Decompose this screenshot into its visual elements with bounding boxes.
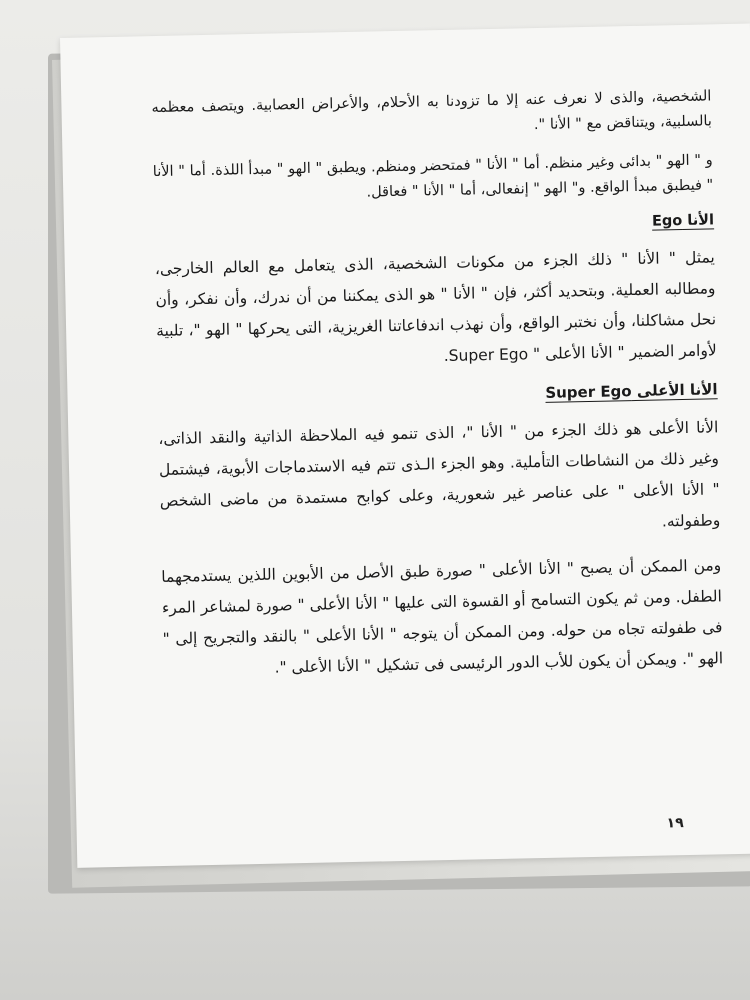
paragraph-last: ومن الممكن أن يصبح " الأنا الأعلى " صورة طبق الأصل من الأبوين اللذين يستدمجهما الطفل. ومن ثم يكون التسامح أو القسوة التى عليها " الأنا الأعلى " صورة لمشاعر المرء فى طفولته تجاه من حوله. ومن الممكن أن يتوجه " الأنا الأعلى " بالنقد والتجريح إلى " الهو ". ويمكن أن يكون للأب الدور الرئيسى فى تشكيل " الأنا الأعلى ". <box>161 556 724 677</box>
book-page <box>60 24 750 868</box>
paragraph-2: و " الهو " بدائى وغير منظم. أما " الأنا " فمتحضر ومنظم. ويطبق " الهو " مبدأ اللذة. أما " الأنا " فيطبق مبدأ الواقع. و" الهو " إنفعالى، أما " الأنا " فعاقل. <box>152 152 714 201</box>
paragraph-superego: الأنا الأعلى هو ذلك الجزء من " الأنا "، الذى تنمو فيه الملاحظة الذاتية والنقد الذاتى، وغير ذلك من النشاطات التأملية. وهو الجزء الـذى تتم فيه الاستدماجات الأبوية، فيشتمل " الأنا الأعلى " على عناصر غير شعورية، وعلى كوابح مستمدة من ماضى الشخص وطفولته. <box>158 418 721 531</box>
page-number: ١٩ <box>666 815 684 832</box>
heading-superego: الأنا الأعلى Super Ego <box>545 380 718 402</box>
heading-ego: الأنا Ego <box>651 212 715 230</box>
paragraph-1: الشخصية، والذى لا نعرف عنه إلا ما تزودنا به الأحلام، والأعراض العصابية. ويتصف معظمه بالسلبية، ويتناقض مع " الأنا ". <box>151 88 713 134</box>
page-text <box>151 84 724 700</box>
paragraph-ego: يمثل " الأنا " ذلك الجزء من مكونات الشخصية، الذى يتعامل مع العالم الخارجى، ومطالبه العملية. وبتحديد أكثر، فإن " الأنا " هو الذى يمكننا من أن ندرك، وأن نفكر، وأن نحل مشاكلنا، وأن نختبر الواقع، وأن نهذب اندفاعاتنا الغريزية، التى يحركها " الهو "، تلبية لأوامر الضمير " الأنا الأعلى " Super Ego. <box>154 248 717 366</box>
